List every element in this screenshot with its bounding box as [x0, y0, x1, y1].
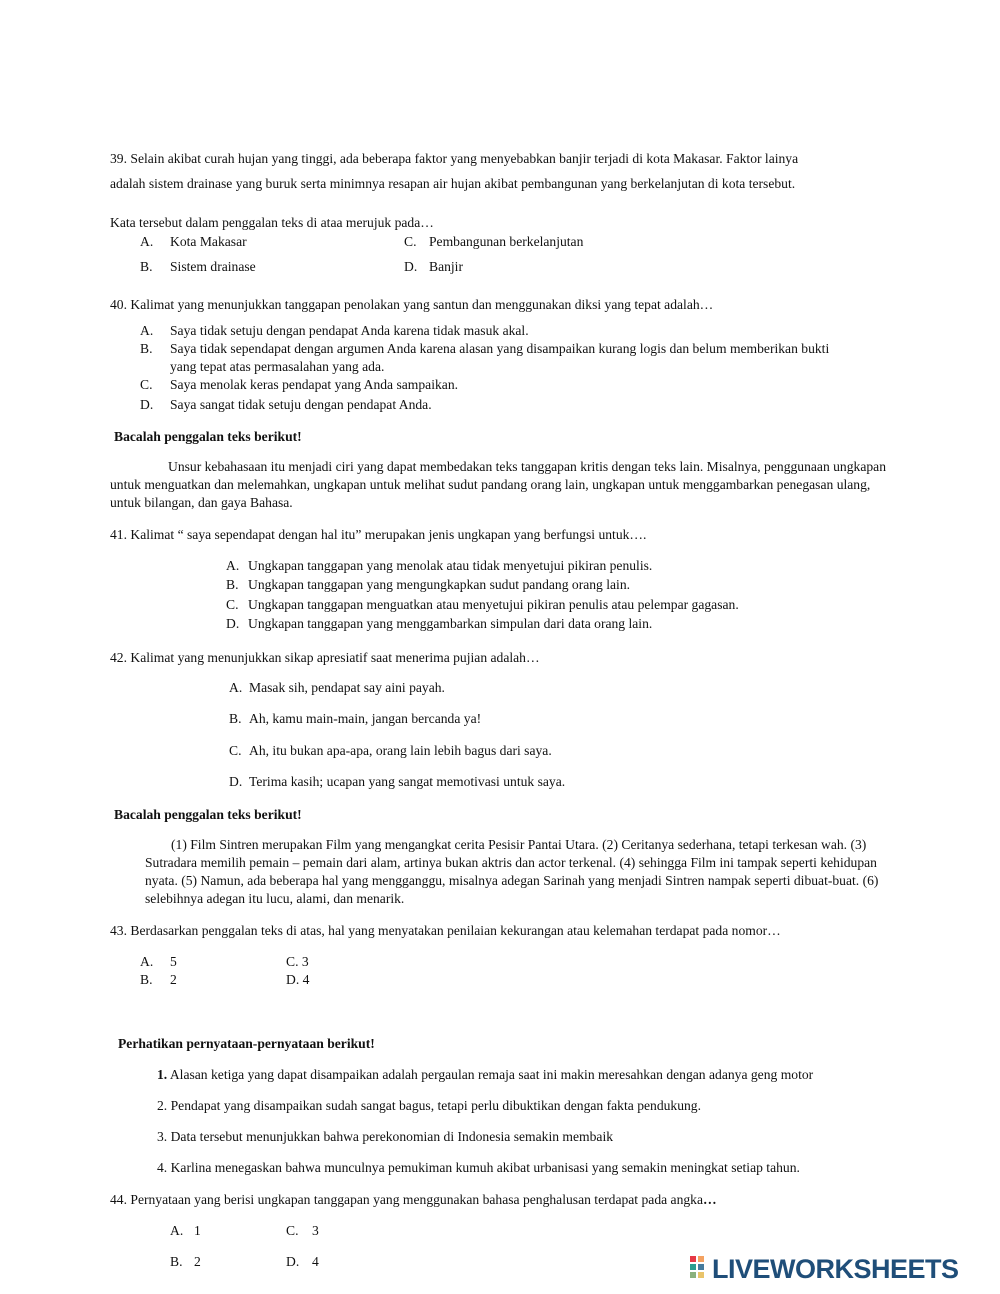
q39-question: Kata tersebut dalam penggalan teks di ataa merujuk pada…	[110, 215, 434, 230]
q39-line-2: adalah sistem drainase yang buruk serta minimnya resapan air hujan akibat pembangunan yang berkelanjutan di kota tersebut.	[110, 176, 796, 191]
q41-option-d[interactable]: D. Ungkapan tanggapan yang menggambarkan simpulan dari data orang lain.	[226, 616, 653, 631]
statement-2: 2. Pendapat yang disampaikan sudah sangat bagus, tetapi perlu dibuktikan dengan fakta pendukung.	[157, 1098, 701, 1113]
statement-4: 4. Karlina menegaskan bahwa munculnya pemukiman kumuh akibat urbanisasi yang semakin meningkat setiap tahun.	[157, 1160, 800, 1175]
q42-option-c[interactable]: C. Ah, itu bukan apa-apa, orang lain lebih bagus dari saya.	[229, 743, 552, 758]
q39-option-a[interactable]: A. Kota Makasar	[140, 234, 247, 249]
q43-option-b[interactable]: B. 2	[140, 972, 177, 987]
q44-option-b[interactable]: B. 2	[170, 1254, 201, 1269]
q42-option-b[interactable]: B. Ah, kamu main-main, jangan bercanda ya!	[229, 711, 482, 726]
q44-option-c[interactable]: C. 3	[286, 1223, 319, 1238]
liveworksheets-logo-icon	[690, 1256, 712, 1282]
q41-option-b[interactable]: B. Ungkapan tanggapan yang mengungkapkan sudut pandang orang lain.	[226, 577, 631, 592]
q43-question: 43. Berdasarkan penggalan teks di atas, hal yang menyatakan penilaian kekurangan atau kelemahan terdapat pada nomor…	[110, 923, 781, 938]
statement-3: 3. Data tersebut menunjukkan bahwa perekonomian di Indonesia semakin membaik	[157, 1129, 614, 1144]
section-2-passage: (1) Film Sintren merupakan Film yang mengangkat cerita Pesisir Pantai Utara. (2) Ceritanya sederhana, tetapi terkesan wah. (3) Sutradara memilih pemain – pemain dari alam, artinya bukan aktris dan actor terkenal. (4) sehingga Film ini tampak seperti kehidupan nyata. (5) Namun, ada beberapa hal yang mengganggu, misalnya adegan Sarinah yang menjadi Sintren nampak seperti dibuat-buat. (6) selebihnya adegan itu lucu, alami, dan menarik.	[145, 837, 879, 906]
q42-option-d[interactable]: D. Terima kasih; ucapan yang sangat memotivasi untuk saya.	[229, 774, 566, 789]
q42-question: 42. Kalimat yang menunjukkan sikap apresiatif saat menerima pujian adalah…	[110, 650, 540, 665]
q44-option-a[interactable]: A. 1	[170, 1223, 201, 1238]
q41-option-a[interactable]: A. Ungkapan tanggapan yang menolak atau tidak menyetujui pikiran penulis.	[226, 558, 653, 573]
q40-option-b-continued: yang tepat atas permasalahan yang ada.	[170, 359, 385, 374]
q44-question: 44. Pernyataan yang berisi ungkapan tanggapan yang menggunakan bahasa penghalusan terdapat pada angka…	[110, 1192, 717, 1207]
q39-line-1: 39. Selain akibat curah hujan yang tinggi, ada beberapa faktor yang menyebabkan banjir terjadi di kota Makasar. Faktor lainya	[110, 151, 799, 166]
q41-option-c[interactable]: C. Ungkapan tanggapan menguatkan atau menyetujui pikiran penulis atau pelempar gagasan.	[226, 597, 739, 612]
q39-option-c[interactable]: C. Pembangunan berkelanjutan	[404, 234, 584, 249]
q43-option-d[interactable]: D. 4	[286, 972, 310, 987]
q40-question: 40. Kalimat yang menunjukkan tanggapan penolakan yang santun dan menggunakan diksi yang tepat adalah…	[110, 297, 714, 312]
liveworksheets-logo[interactable]	[690, 1253, 959, 1285]
statement-1: 1. Alasan ketiga yang dapat disampaikan adalah pergaulan remaja saat ini makin meresahkan dengan adanya geng motor	[157, 1067, 814, 1082]
q40-option-b[interactable]: B. Saya tidak sependapat dengan argumen Anda karena alasan yang disampaikan kurang logis dan belum memberikan bukti	[140, 341, 830, 356]
q40-option-a[interactable]: A. Saya tidak setuju dengan pendapat Anda karena tidak masuk akal.	[140, 323, 529, 338]
section-1-passage: Unsur kebahasaan itu menjadi ciri yang dapat membedakan teks tanggapan kritis dengan teks lain. Misalnya, penggunaan ungkapan untuk menguatkan dan melemahkan, ungkapan untuk melihat sudut pandang orang lain, ungkapan untuk menggambarkan penegasan ulang, untuk bilangan, dan gaya Bahasa.	[110, 459, 886, 510]
q40-option-d[interactable]: D. Saya sangat tidak setuju dengan pendapat Anda.	[140, 397, 432, 412]
section-2-heading: Bacalah penggalan teks berikut!	[114, 807, 302, 822]
liveworksheets-logo-text: LIVEWORKSHEETS	[712, 1254, 959, 1284]
q43-option-c[interactable]: C. 3	[286, 954, 309, 969]
q40-option-c[interactable]: C. Saya menolak keras pendapat yang Anda sampaikan.	[140, 377, 459, 392]
q39-option-b[interactable]: B. Sistem drainase	[140, 259, 256, 274]
q42-option-a[interactable]: A. Masak sih, pendapat say aini payah.	[229, 680, 445, 695]
q41-question: 41. Kalimat “ saya sependapat dengan hal itu” merupakan jenis ungkapan yang berfungsi untuk….	[110, 527, 647, 542]
q43-option-a[interactable]: A. 5	[140, 954, 177, 969]
section-3-heading: Perhatikan pernyataan-pernyataan berikut!	[118, 1036, 375, 1051]
q39-option-d[interactable]: D. Banjir	[404, 259, 463, 274]
q44-option-d[interactable]: D. 4	[286, 1254, 319, 1269]
section-1-heading: Bacalah penggalan teks berikut!	[114, 429, 302, 444]
